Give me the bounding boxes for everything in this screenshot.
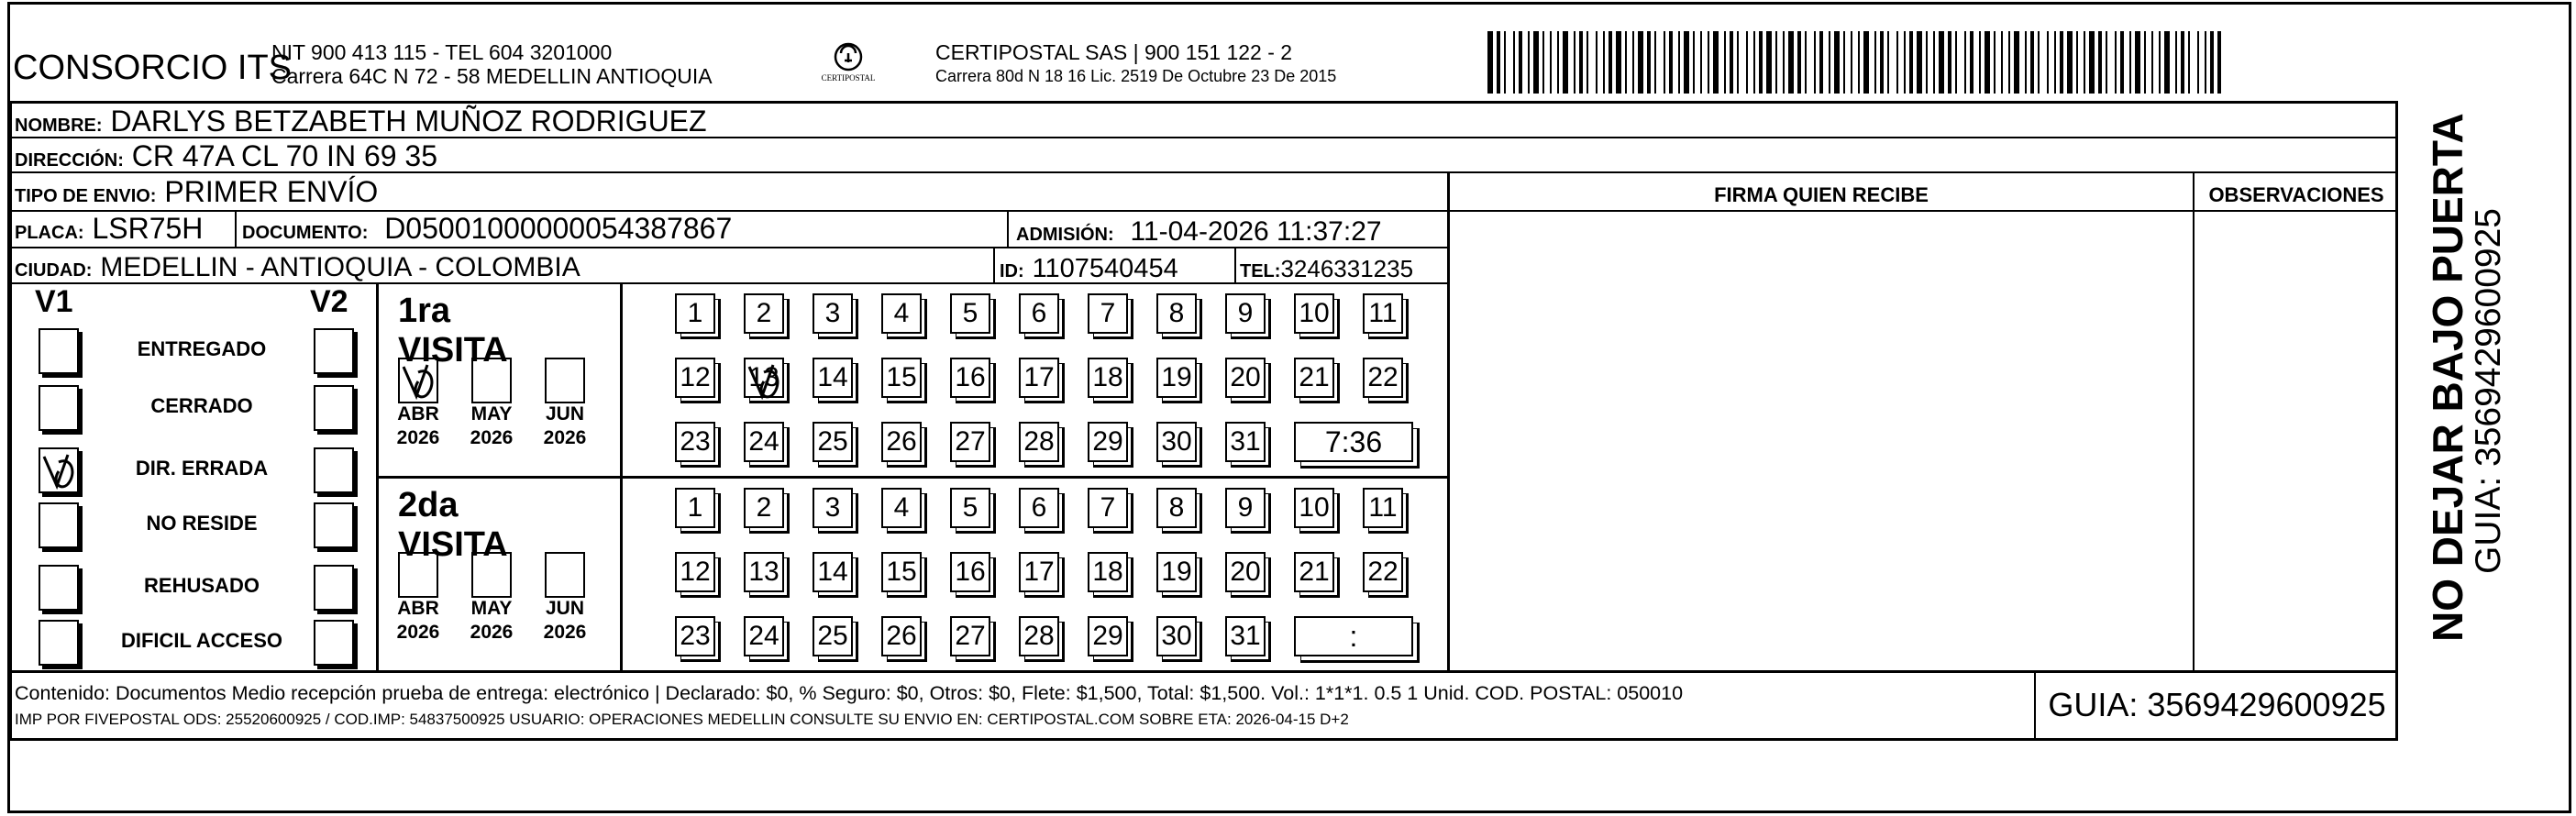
barcode-bar	[1638, 31, 1643, 94]
day-box[interactable]: 13	[744, 552, 784, 592]
side-warning: NO DEJAR BAJO PUERTA	[2424, 113, 2471, 642]
barcode-bar	[1834, 31, 1840, 94]
barcode-bar	[2210, 31, 2214, 94]
status-v2-checkbox[interactable]	[314, 502, 354, 548]
barcode-bar	[1753, 31, 1755, 94]
status-v2-checkbox[interactable]	[314, 385, 354, 431]
tipo-value: PRIMER ENVÍO	[164, 175, 379, 208]
barcode-bar	[2205, 31, 2206, 94]
day-box[interactable]: 26	[881, 616, 922, 656]
day-box[interactable]: 21	[1294, 552, 1334, 592]
day-box[interactable]: 10	[1294, 293, 1334, 334]
certipostal-logo	[807, 40, 890, 92]
barcode-bar	[2089, 31, 2095, 94]
time-box[interactable]: 7:36	[1294, 422, 1413, 462]
day-box[interactable]: 19	[1156, 552, 1197, 592]
time-box[interactable]: :	[1294, 616, 1413, 656]
month-label: ABR	[397, 403, 439, 425]
status-v2-checkbox[interactable]	[314, 328, 354, 374]
placa-label: PLACA:	[15, 223, 84, 243]
day-box[interactable]: 18	[1088, 552, 1128, 592]
day-box[interactable]: 28	[1019, 616, 1059, 656]
barcode-bar	[1669, 31, 1673, 94]
year-label: 2026	[396, 622, 440, 643]
day-box[interactable]: 16	[950, 358, 990, 398]
day-box[interactable]: 22	[1363, 358, 1403, 398]
day-box[interactable]: 27	[950, 422, 990, 462]
barcode-bar	[1948, 31, 1951, 94]
day-box[interactable]: 31	[1225, 616, 1266, 656]
day-box[interactable]: 5	[950, 488, 990, 528]
tipo-label: TIPO DE ENVIO:	[15, 186, 157, 206]
barcode-bar	[1678, 31, 1680, 94]
documento-field	[242, 211, 732, 250]
status-v1-checkbox[interactable]	[39, 385, 79, 431]
handwritten-mark-icon	[400, 359, 440, 405]
day-box[interactable]: 25	[813, 616, 853, 656]
day-box[interactable]: 25	[813, 422, 853, 462]
status-v2-checkbox[interactable]	[314, 447, 354, 493]
rule-footer	[9, 670, 2398, 673]
barcode-bar	[1487, 31, 1493, 94]
barcode-bar	[1783, 31, 1785, 94]
placa-field	[15, 211, 203, 250]
certipostal-logo-text: CERTIPOSTAL	[821, 73, 876, 83]
barcode-bar	[2060, 31, 2063, 94]
page-border-top	[7, 2, 2571, 5]
nombre-field	[15, 104, 707, 143]
status-label: REHUSADO	[144, 574, 260, 597]
barcode-bar	[1851, 31, 1852, 94]
barcode-bar	[2175, 31, 2177, 94]
month-checkbox[interactable]	[471, 358, 512, 403]
status-label: DIFICIL ACCESO	[120, 629, 282, 652]
barcode-bar	[1519, 31, 1522, 94]
barcode-bar	[2164, 31, 2170, 94]
day-box[interactable]: 15	[881, 358, 922, 398]
barcode-bar	[1926, 31, 1928, 94]
id-label: ID:	[1000, 261, 1024, 281]
barcode-bar	[1708, 31, 1709, 94]
barcode-bar	[2008, 31, 2010, 94]
barcode-bar	[2159, 31, 2161, 94]
barcode-bar	[1955, 31, 1957, 94]
barcode-bar	[1880, 31, 1884, 94]
company-name: CONSORCIO ITS	[13, 49, 293, 87]
status-v2-checkbox[interactable]	[314, 565, 354, 611]
barcode-bar	[1819, 31, 1823, 94]
id-field	[1000, 249, 1178, 289]
carrier-name: CERTIPOSTAL SAS | 900 151 122 - 2	[935, 40, 1293, 64]
day-box[interactable]: 23	[675, 422, 715, 462]
page-border-bottom	[7, 810, 2571, 813]
barcode-bar	[1814, 31, 1816, 94]
barcode-bar	[1632, 31, 1634, 94]
month-checkbox[interactable]	[545, 358, 585, 403]
admision-label: ADMISIÓN:	[1016, 225, 1114, 245]
observaciones-header: OBSERVACIONES	[2208, 183, 2384, 206]
barcode-bar	[2098, 31, 2102, 94]
barcode-bar	[1964, 31, 1966, 94]
barcode-bar	[2115, 31, 2117, 94]
day-box[interactable]: 1	[675, 293, 715, 334]
barcode-bar	[1596, 31, 1598, 94]
side-guia: GUIA: 3569429600925	[2469, 208, 2508, 574]
day-box[interactable]: 5	[950, 293, 990, 334]
rule-second-visit	[376, 476, 1449, 479]
barcode-bar	[1759, 31, 1763, 94]
barcode-bar	[2120, 31, 2124, 94]
barcode-bar	[1724, 31, 1726, 94]
direccion-field	[15, 138, 437, 178]
company-nit: NIT 900 413 115 - TEL 604 3201000	[271, 40, 613, 64]
status-v2-checkbox[interactable]	[314, 620, 354, 666]
firma-header: FIRMA QUIEN RECIBE	[1714, 183, 1929, 206]
certipostal-logo-icon	[807, 40, 890, 92]
barcode-bar	[1533, 31, 1539, 94]
barcode-bar	[1497, 31, 1500, 94]
day-box[interactable]: 18	[1088, 358, 1128, 398]
divider-signature	[1447, 171, 1450, 671]
day-box[interactable]: 1	[675, 488, 715, 528]
barcode-bar	[1933, 31, 1935, 94]
barcode-bar	[1664, 31, 1665, 94]
barcode-bar	[1788, 31, 1794, 94]
barcode-bar	[1994, 31, 1996, 94]
barcode-bar	[1979, 31, 1981, 94]
barcode-bar	[1843, 31, 1845, 94]
month-label: JUN	[545, 403, 584, 425]
day-box[interactable]: 24	[744, 616, 784, 656]
barcode-bar	[1563, 31, 1568, 94]
divider-observaciones	[2193, 171, 2195, 671]
status-v1-checkbox[interactable]	[39, 565, 79, 611]
divider-tel	[1234, 247, 1236, 282]
year-label: 2026	[543, 622, 587, 643]
barcode-bar	[1737, 31, 1739, 94]
month-label: MAY	[470, 403, 513, 425]
barcode-bar	[1746, 31, 1748, 94]
direccion-value: CR 47A CL 70 IN 69 35	[131, 139, 438, 172]
day-box[interactable]: 16	[950, 552, 990, 592]
day-box[interactable]: 19	[1156, 358, 1197, 398]
barcode-bar	[1684, 31, 1689, 94]
barcode-bar	[1909, 31, 1913, 94]
visit-title: 1ra VISITA	[398, 292, 508, 369]
day-box[interactable]: 29	[1088, 422, 1128, 462]
day-box[interactable]: 24	[744, 422, 784, 462]
day-box[interactable]: 6	[1019, 293, 1059, 334]
barcode-bar	[1939, 31, 1944, 94]
barcode-bar	[1504, 31, 1506, 94]
day-box[interactable]: 20	[1225, 358, 1266, 398]
day-box[interactable]: 12	[675, 552, 715, 592]
barcode-bar	[1579, 31, 1583, 94]
day-box[interactable]	[744, 358, 784, 398]
day-box[interactable]: 14	[813, 552, 853, 592]
barcode-bar	[2001, 31, 2003, 94]
tel-field	[1240, 251, 1413, 289]
barcode-bar	[1616, 31, 1621, 94]
barcode-bar	[1587, 31, 1588, 94]
day-box[interactable]: 29	[1088, 616, 1128, 656]
barcode-bar	[2106, 31, 2107, 94]
barcode-bar	[2181, 31, 2184, 94]
status-v1-checkbox[interactable]	[39, 502, 79, 548]
barcode-bar	[1693, 31, 1695, 94]
day-box[interactable]: 11	[1363, 488, 1403, 528]
day-box-number: 13	[748, 362, 779, 392]
day-box[interactable]: 7	[1088, 293, 1128, 334]
visit-title: 2da VISITA	[398, 486, 508, 564]
barcode-bar	[1574, 31, 1575, 94]
barcode-bar	[1904, 31, 1906, 94]
month-label: MAY	[470, 598, 513, 619]
barcode-bar	[2144, 31, 2146, 94]
day-box[interactable]: 7	[1088, 488, 1128, 528]
barcode-bar	[1917, 31, 1922, 94]
barcode-bar	[1609, 31, 1612, 94]
barcode-bar	[2054, 31, 2056, 94]
carrier-address: Carrera 80d N 18 16 Lic. 2519 De Octubre 23 De 2015	[935, 67, 1337, 85]
direccion-label: DIRECCIÓN:	[15, 150, 124, 171]
day-box[interactable]: 9	[1225, 488, 1266, 528]
day-box[interactable]: 14	[813, 358, 853, 398]
barcode-bar	[2151, 31, 2153, 94]
day-box[interactable]: 3	[813, 488, 853, 528]
divider-admision	[1007, 210, 1009, 247]
barcode-bar	[1887, 31, 1889, 94]
admision-field	[1016, 213, 1382, 252]
barcode	[1487, 31, 2221, 94]
month-checkbox[interactable]	[545, 552, 585, 598]
day-box[interactable]: 21	[1294, 358, 1334, 398]
day-box[interactable]: 2	[744, 488, 784, 528]
day-box[interactable]: 3	[813, 293, 853, 334]
ciudad-field	[15, 248, 580, 288]
barcode-bar	[2084, 31, 2085, 94]
barcode-bar	[1557, 31, 1559, 94]
barcode-bar	[1713, 31, 1719, 94]
day-box[interactable]: 8	[1156, 488, 1197, 528]
day-box[interactable]: 9	[1225, 293, 1266, 334]
documento-value: D05001000000054387867	[384, 212, 733, 245]
barcode-bar	[2038, 31, 2040, 94]
barcode-bar	[2025, 31, 2027, 94]
barcode-bar	[1513, 31, 1515, 94]
month-checkbox[interactable]	[398, 552, 438, 598]
barcode-bar	[1550, 31, 1552, 94]
day-box[interactable]: 30	[1156, 616, 1197, 656]
ciudad-label: CIUDAD:	[15, 260, 93, 281]
barcode-bar	[2197, 31, 2199, 94]
day-box[interactable]: 10	[1294, 488, 1334, 528]
footer-contenido: Contenido: Documentos Medio recepción prueba de entrega: electrónico | Declarado: $0, % Seguro: $0, Otros: $0, Flete: $1,500, Total: $1,500. Vol.: 1*1*1. 0.5 1 Unid. COD. POSTAL: 050010	[15, 682, 1684, 704]
divider-id	[993, 247, 995, 282]
barcode-bar	[1603, 31, 1605, 94]
day-box[interactable]: 20	[1225, 552, 1266, 592]
status-v1-checkbox[interactable]	[39, 447, 79, 493]
barcode-bar	[2129, 31, 2131, 94]
barcode-bar	[1654, 31, 1656, 94]
barcode-bar	[1829, 31, 1830, 94]
status-label: NO RESIDE	[146, 512, 258, 535]
tel-label: TEL:	[1240, 261, 1281, 281]
status-label: CERRADO	[150, 394, 253, 417]
rule-signature-header	[1449, 210, 2398, 212]
barcode-bar	[2217, 31, 2221, 94]
guia-box: GUIA: 3569429600925	[2048, 686, 2386, 723]
day-box[interactable]: 30	[1156, 422, 1197, 462]
day-box[interactable]: 17	[1019, 358, 1059, 398]
nombre-label: NOMBRE:	[15, 116, 103, 136]
status-v1-checkbox[interactable]	[39, 620, 79, 666]
day-box[interactable]: 28	[1019, 422, 1059, 462]
placa-value: LSR75H	[92, 212, 204, 245]
barcode-bar	[1700, 31, 1702, 94]
divider-placa	[235, 210, 237, 247]
documento-label: DOCUMENTO:	[242, 223, 369, 243]
barcode-bar	[1985, 31, 1990, 94]
month-checkbox[interactable]	[471, 552, 512, 598]
barcode-bar	[1528, 31, 1530, 94]
month-checkbox[interactable]	[398, 358, 438, 403]
tel-value: 3246331235	[1280, 255, 1414, 282]
year-label: 2026	[543, 427, 587, 448]
footer-imp: IMP POR FIVEPOSTAL ODS: 25520600925 / COD.IMP: 54837500925 USUARIO: OPERACIONES MEDELLIN CONSULTE SU ENVIO EN: CERTIPOSTAL.COM SOBRE ETA: 2026-04-15 D+2	[15, 711, 1349, 728]
day-box[interactable]: 12	[675, 358, 715, 398]
barcode-bar	[1863, 31, 1869, 94]
year-label: 2026	[470, 622, 514, 643]
day-box[interactable]: 22	[1363, 552, 1403, 592]
ciudad-value: MEDELLIN - ANTIOQUIA - COLOMBIA	[100, 252, 580, 282]
month-label: JUN	[545, 598, 584, 619]
status-v1-checkbox[interactable]	[39, 328, 79, 374]
day-box[interactable]: 2	[744, 293, 784, 334]
barcode-bar	[1775, 31, 1777, 94]
barcode-bar	[2047, 31, 2049, 94]
day-box[interactable]: 23	[675, 616, 715, 656]
barcode-bar	[1542, 31, 1544, 94]
barcode-bar	[2014, 31, 2019, 94]
year-label: 2026	[396, 427, 440, 448]
barcode-bar	[1970, 31, 1973, 94]
barcode-bar	[1766, 31, 1772, 94]
day-box[interactable]: 31	[1225, 422, 1266, 462]
day-box[interactable]: 4	[881, 488, 922, 528]
barcode-bar	[1797, 31, 1801, 94]
barcode-bar	[1625, 31, 1627, 94]
status-label: DIR. ERRADA	[135, 457, 269, 480]
company-address: Carrera 64C N 72 - 58 MEDELLIN ANTIOQUIA	[271, 64, 713, 88]
barcode-bar	[1874, 31, 1876, 94]
day-box[interactable]: 15	[881, 552, 922, 592]
month-label: ABR	[397, 598, 439, 619]
handwritten-mark-icon	[40, 449, 81, 495]
day-box[interactable]: 27	[950, 616, 990, 656]
barcode-bar	[2067, 31, 2073, 94]
v1-header: V1	[35, 284, 73, 319]
barcode-bar	[1730, 31, 1733, 94]
barcode-bar	[1647, 31, 1651, 94]
tipo-field	[15, 174, 378, 214]
admision-value: 11-04-2026 11:37:27	[1130, 216, 1382, 247]
day-box[interactable]: 4	[881, 293, 922, 334]
barcode-bar	[2188, 31, 2190, 94]
v2-header: V2	[310, 284, 348, 319]
barcode-bar	[2135, 31, 2140, 94]
barcode-bar	[1858, 31, 1860, 94]
day-box[interactable]: 17	[1019, 552, 1059, 592]
barcode-bar	[1805, 31, 1807, 94]
day-box[interactable]: 11	[1363, 293, 1403, 334]
day-box[interactable]: 8	[1156, 293, 1197, 334]
day-box[interactable]: 26	[881, 422, 922, 462]
nombre-value: DARLYS BETZABETH MUÑOZ RODRIGUEZ	[110, 105, 707, 138]
page-border-right	[2569, 2, 2571, 813]
barcode-bar	[1896, 31, 1898, 94]
barcode-bar	[2076, 31, 2078, 94]
day-box[interactable]: 6	[1019, 488, 1059, 528]
status-label: ENTREGADO	[137, 337, 267, 360]
id-value: 1107540454	[1032, 254, 1178, 283]
barcode-bar	[2030, 31, 2034, 94]
year-label: 2026	[470, 427, 514, 448]
